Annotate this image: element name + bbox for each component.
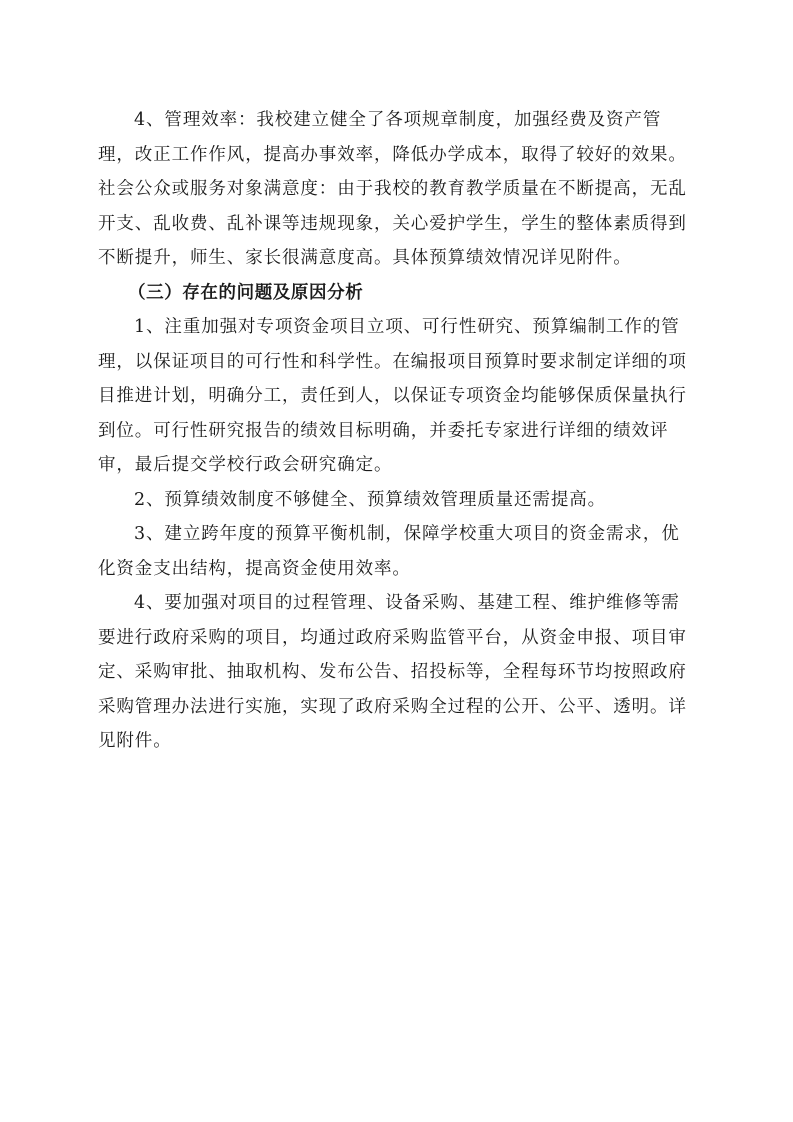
item-1-line-1: 1、注重加强对专项资金项目立项、可行性研究、预算编制工作的管 xyxy=(134,317,680,337)
paragraph-4-line-2: 理，改正工作作风，提高办事效率，降低办学成本，取得了较好的效果。 xyxy=(98,144,687,165)
paragraph-4-line-5: 不断提升，师生、家长很满意度高。具体预算绩效情况详见附件。 xyxy=(98,248,632,268)
item-1-line-3: 目推进计划，明确分工，责任到人，以保证专项资金均能够保质保量执行 xyxy=(98,386,687,406)
item-3-line-2: 化资金支出结构，提高资金使用效率。 xyxy=(98,558,411,579)
item-1-line-4: 到位。可行性研究报告的绩效目标明确，并委托专家进行详细的绩效评 xyxy=(98,420,669,441)
paragraph-4-line-4: 开支、乱收费、乱补课等违规现象，关心爱护学生，学生的整体素质得到 xyxy=(98,213,687,234)
item-1-line-2: 理，以保证项目的可行性和科学性。在编报项目预算时要求制定详细的项 xyxy=(98,351,687,372)
paragraph-4-line-1: 4、管理效率：我校建立健全了各项规章制度，加强经费及资产管 xyxy=(134,110,662,130)
paragraph-4-line-3: 社会公众或服务对象满意度：由于我校的教育教学质量在不断提高，无乱 xyxy=(98,179,687,199)
item-3-line-1: 3、建立跨年度的预算平衡机制，保障学校重大项目的资金需求，优 xyxy=(134,524,680,544)
document-body xyxy=(98,103,698,759)
item-4-line-2: 要进行政府采购的项目，均通过政府采购监管平台，从资金申报、项目审 xyxy=(98,627,687,648)
item-4-line-1: 4、要加强对项目的过程管理、设备采购、基建工程、维护维修等需 xyxy=(134,593,680,613)
item-1-line-5: 审，最后提交学校行政会研究确定。 xyxy=(98,455,393,475)
item-4-line-3: 定、采购审批、抽取机构、发布公告、招投标等，全程每环节均按照政府 xyxy=(98,662,687,682)
item-4-line-5: 见附件。 xyxy=(98,731,172,751)
section-heading: （三）存在的问题及原因分析 xyxy=(128,282,364,303)
item-4-line-4: 采购管理办法进行实施，实现了政府采购全过程的公开、公平、透明。详 xyxy=(98,696,687,717)
item-2-line-1: 2、预算绩效制度不够健全、预算绩效管理质量还需提高。 xyxy=(134,489,607,510)
